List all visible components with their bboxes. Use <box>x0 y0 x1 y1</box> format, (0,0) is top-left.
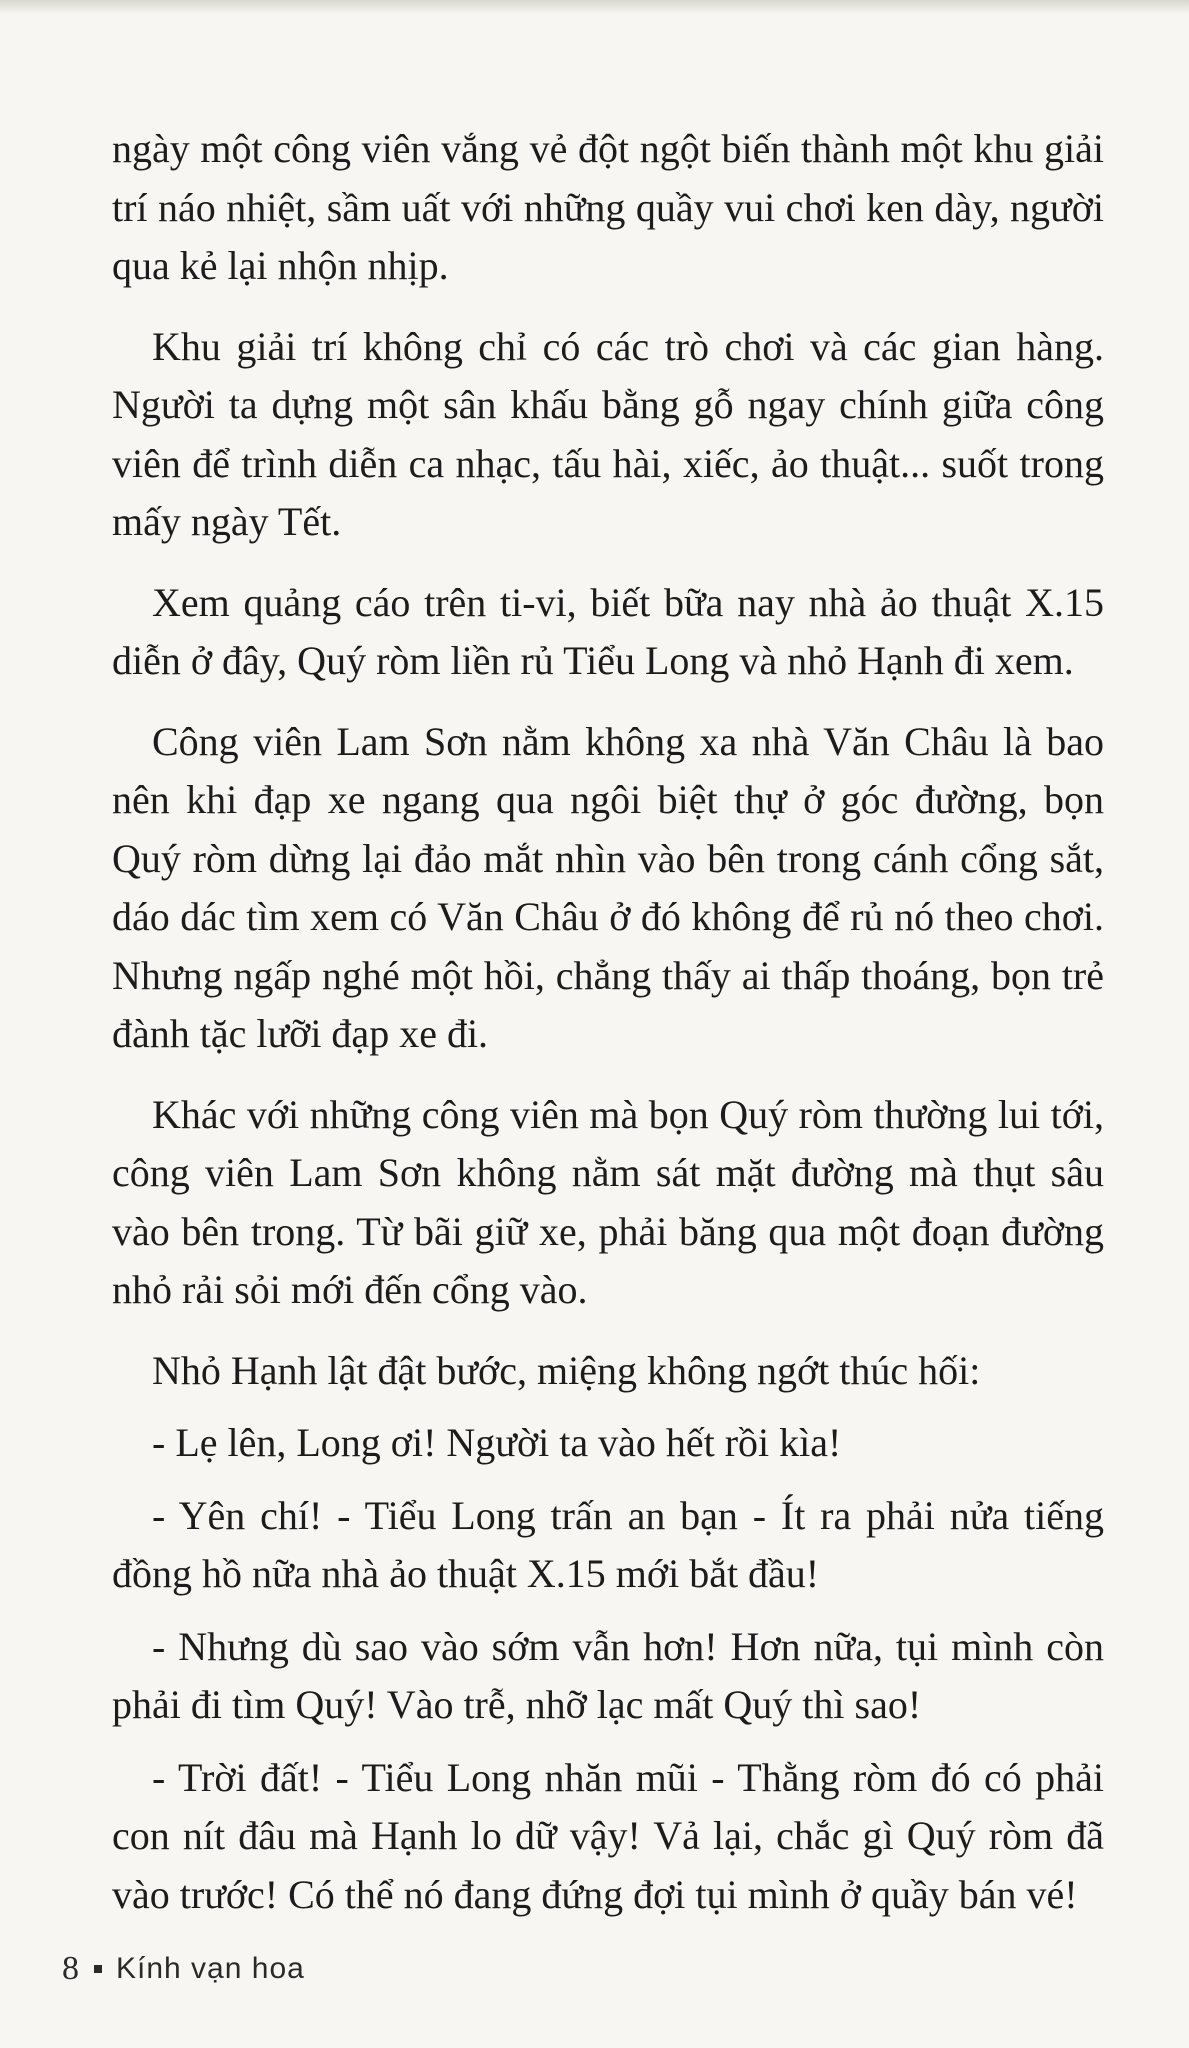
dialogue-line-3: - Nhưng dù sao vào sớm vẫn hơn! Hơn nữa, tụi mình còn phải đi tìm Quý! Vào trễ, nhỡ lạc mất Quý thì sao! <box>112 1623 1104 1727</box>
paragraph-2: Khu giải trí không chỉ có các trò chơi và các gian hàng. Người ta dựng một sân khấu bằng gỗ ngay chính giữa công viên để trình diễn ca nhạc, tấu hài, xiếc, ảo thuật... suốt trong mấy ngày Tết. <box>112 323 1104 544</box>
dialogue-line-4: - Trời đất! - Tiểu Long nhăn mũi - Thằng ròm đó có phải con nít đâu mà Hạnh lo dữ vậy! Vả lại, chắc gì Quý ròm đã vào trước! Có thể nó đang đứng đợi tụi mình ở quầy bán vé! <box>112 1754 1104 1917</box>
page-number: 8 <box>62 1950 80 1987</box>
dialogue-line-2: - Yên chí! - Tiểu Long trấn an bạn - Ít ra phải nửa tiếng đồng hồ nữa nhà ảo thuật X.15 mới bắt đầu! <box>112 1492 1104 1596</box>
body-text <box>112 120 1104 1938</box>
page-top-edge <box>0 0 1189 14</box>
paragraph-4: Công viên Lam Sơn nằm không xa nhà Văn Châu là bao nên khi đạp xe ngang qua ngôi biệt thự ở góc đường, bọn Quý ròm dừng lại đảo mắt nhìn vào bên trong cánh cổng sắt, dáo dác tìm xem có Văn Châu ở đó không để rủ nó theo chơi. Nhưng ngấp nghé một hồi, chẳng thấy ai thấp thoáng, bọn trẻ đành tặc lưỡi đạp xe đi. <box>112 718 1104 1056</box>
book-title: Kính vạn hoa <box>116 1952 305 1985</box>
page-footer <box>62 1950 305 1988</box>
paragraph-1: ngày một công viên vắng vẻ đột ngột biến thành một khu giải trí náo nhiệt, sầm uất với những quầy vui chơi ken dày, người qua kẻ lại nhộn nhịp. <box>112 126 1104 288</box>
paragraph-6: Nhỏ Hạnh lật đật bước, miệng không ngớt thúc hối: <box>152 1347 981 1393</box>
paragraph-3: Xem quảng cáo trên ti-vi, biết bữa nay nhà ảo thuật X.15 diễn ở đây, Quý ròm liền rủ Tiểu Long và nhỏ Hạnh đi xem. <box>112 579 1104 683</box>
paragraph-5: Khác với những công viên mà bọn Quý ròm thường lui tới, công viên Lam Sơn không nằm sát mặt đường mà thụt sâu vào bên trong. Từ bãi giữ xe, phải băng qua một đoạn đường nhỏ rải sỏi mới đến cổng vào. <box>112 1091 1104 1312</box>
footer-separator <box>94 1965 102 1973</box>
dialogue-line-1: - Lẹ lên, Long ơi! Người ta vào hết rồi kìa! <box>152 1420 842 1465</box>
